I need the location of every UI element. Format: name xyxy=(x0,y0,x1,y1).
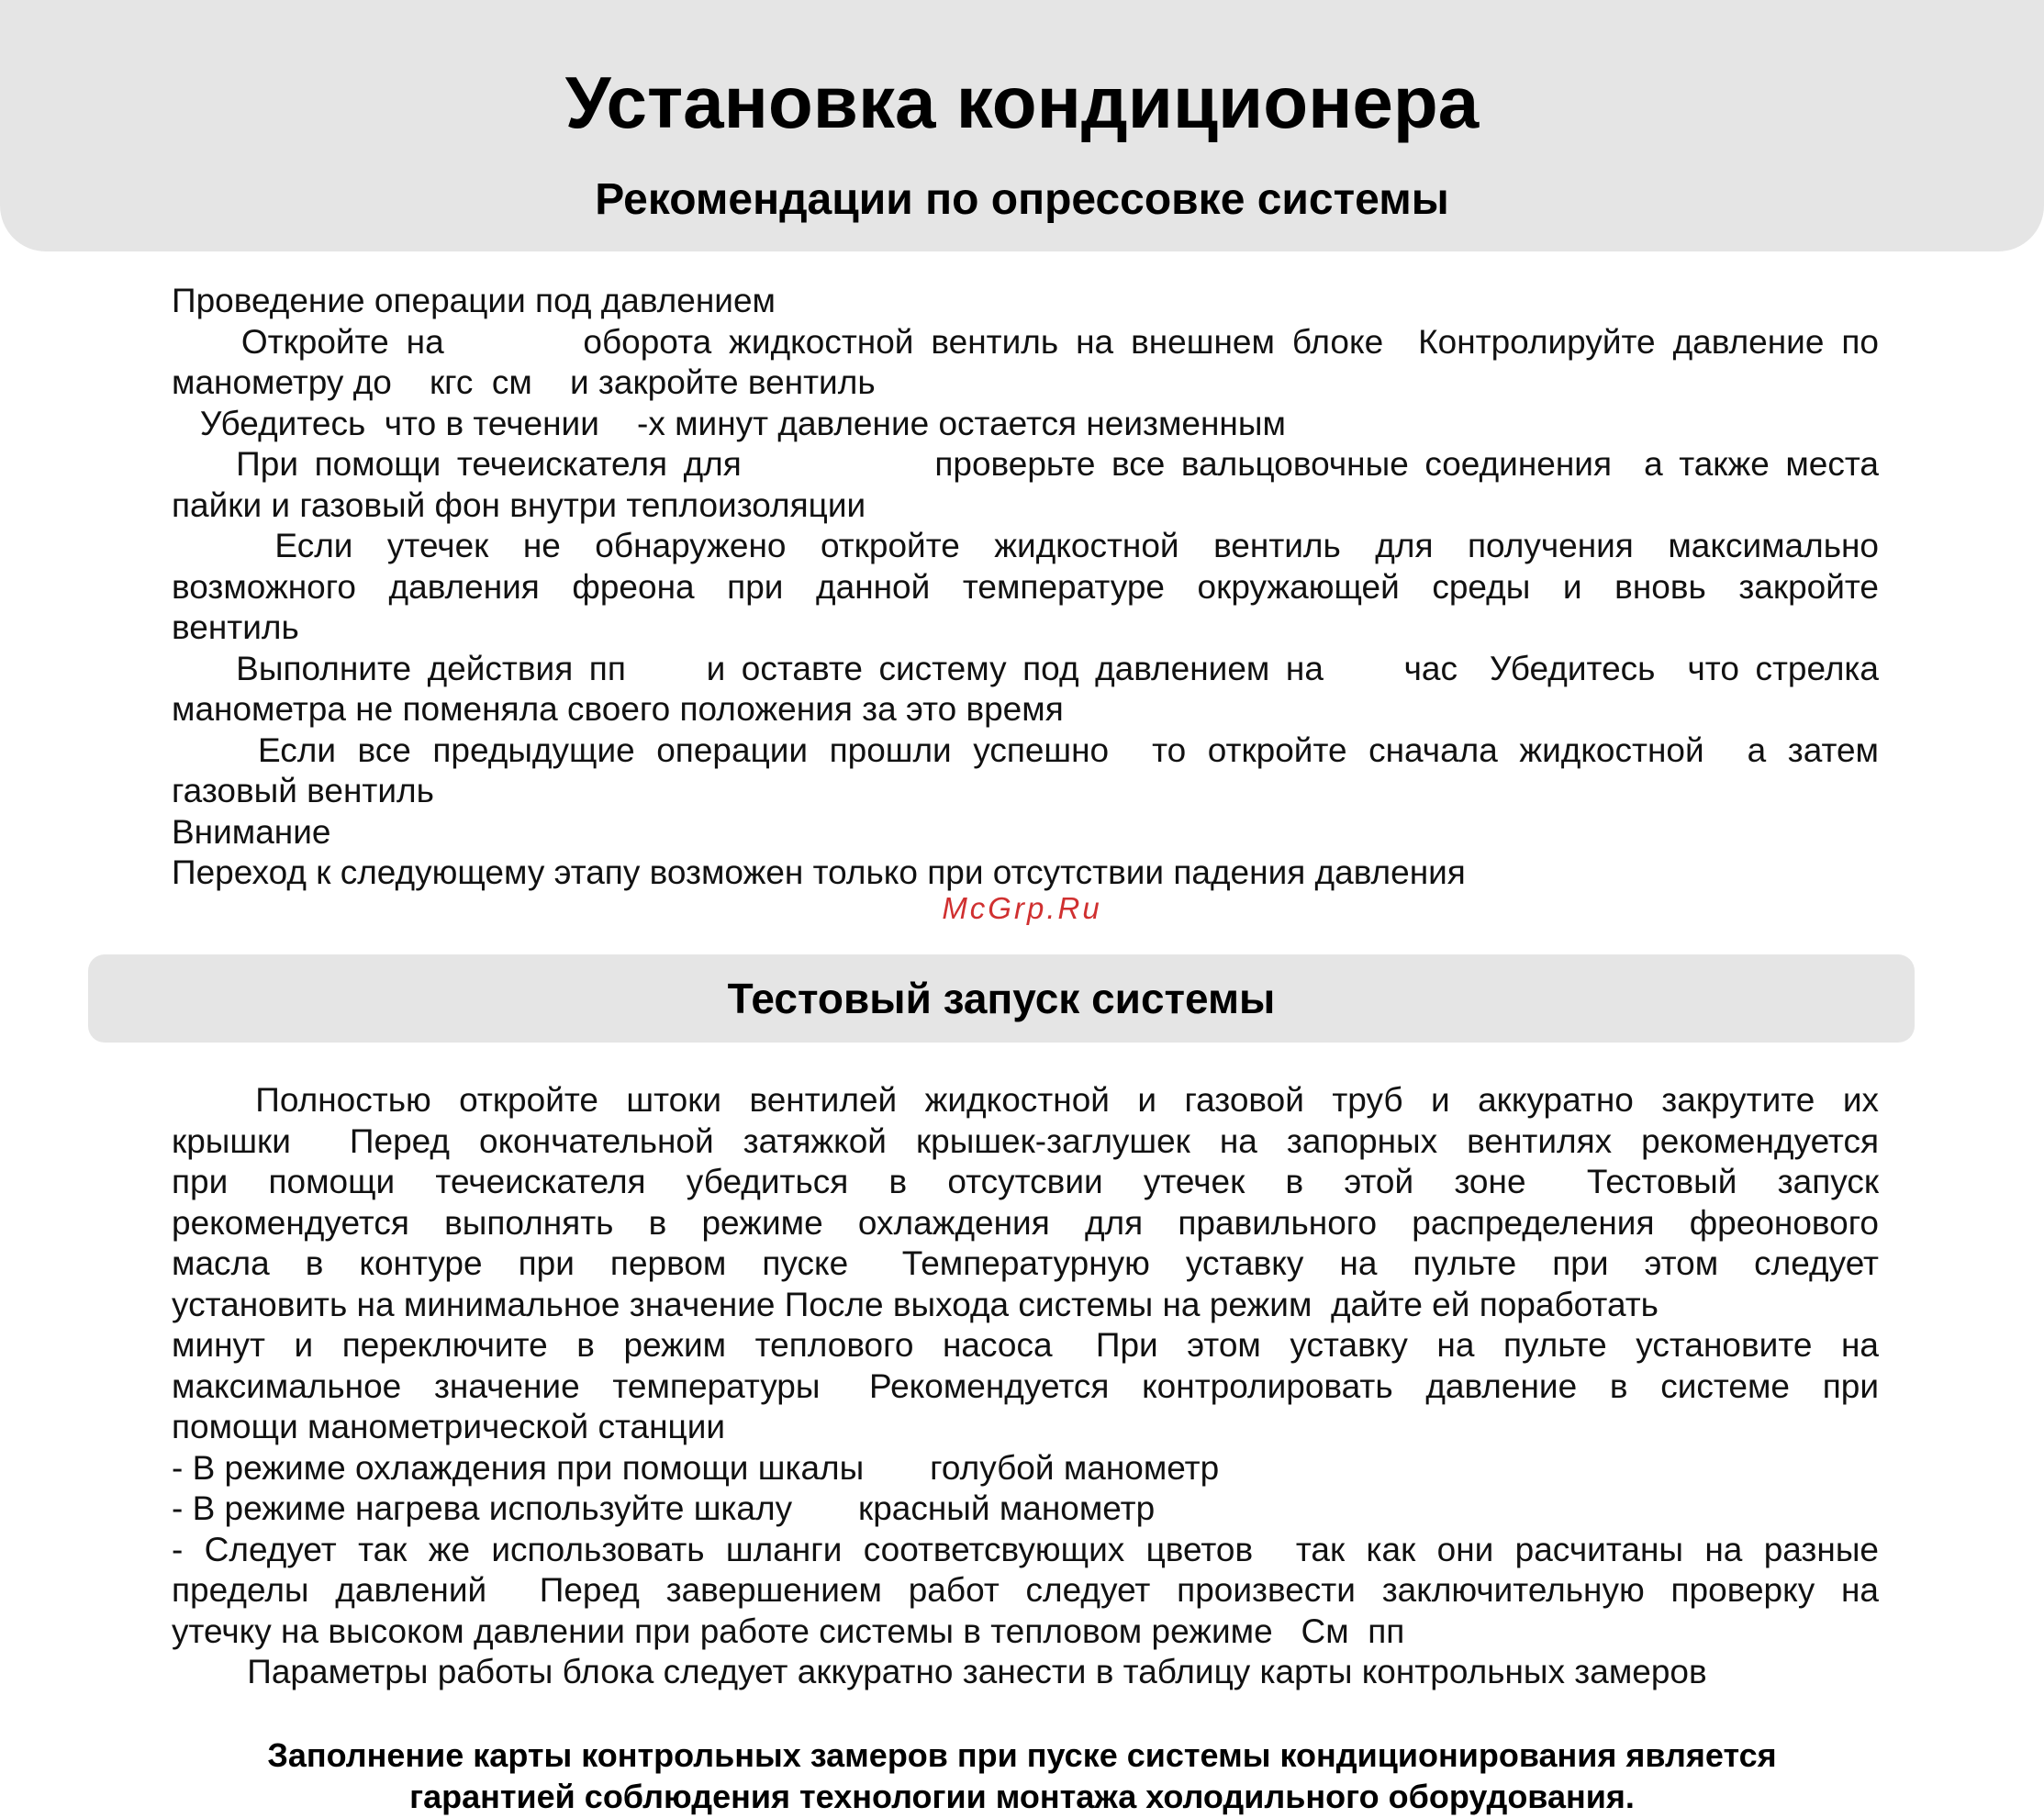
section2-line: установить на минимальное значение После выхода системы на режим дайте ей поработать xyxy=(172,1285,1659,1323)
section1-line: Откройте на оборота жидкостной вентиль на внешнем блоке Контролируйте давление по xyxy=(172,322,1879,361)
section2-line: при помощи течеискателя убедиться в отсутсвии утечек в этой зоне Тестовый запуск xyxy=(172,1163,1879,1200)
section2-line: рекомендуется выполнять в режиме охлаждения для правильного распределения фреонового xyxy=(172,1203,1879,1242)
attention-label: Внимание xyxy=(172,812,331,851)
footer-note xyxy=(0,1734,2044,1817)
section1-line: Переход к следующему этапу возможен только при отсутствии падения давления xyxy=(172,853,1466,891)
section2-line: утечку на высоком давлении при работе системы в тепловом режиме См пп xyxy=(172,1612,1405,1650)
section1-line: Убедитесь что в течении -х минут давление остается неизменным xyxy=(172,404,1286,442)
section2-line: крышки Перед окончательной затяжкой крышек-заглушек на запорных вентилях рекомендуется xyxy=(172,1121,1879,1160)
section2-line: - Следует так же использовать шланги соответсвующих цветов так как они расчитаны на разные xyxy=(172,1530,1879,1568)
section2-line: максимальное значение температуры Рекомендуется контролировать давление в системе при xyxy=(172,1366,1879,1405)
page-subtitle: Рекомендации по опрессовке системы xyxy=(595,175,1449,224)
section2-line: помощи манометрической станции xyxy=(172,1408,726,1445)
header-band xyxy=(0,0,2044,251)
section2-line: Параметры работы блока следует аккуратно занести в таблицу карты контрольных замеров xyxy=(172,1653,1707,1690)
footer-line: гарантией соблюдения технологии монтажа холодильного оборудования. xyxy=(409,1778,1635,1815)
section2-body xyxy=(172,1080,1879,1693)
section2-line: минут и переключите в режим теплового насоса При этом уставку на пульте установите на xyxy=(172,1326,1879,1364)
watermark: McGrp.Ru xyxy=(942,891,1102,925)
section2-title: Тестовый запуск системы xyxy=(727,975,1276,1022)
section1-line: манометра не поменяла своего положения за это время xyxy=(172,690,1064,728)
section1-line: манометру до кгс см и закройте вентиль xyxy=(172,363,876,401)
section2-line: пределы давлений Перед завершением работ следует произвести заключительную проверку на xyxy=(172,1571,1879,1609)
section1-line: Выполните действия пп и оставте систему под давлением на час Убедитесь что стрелка xyxy=(172,649,1879,687)
section2-line: Полностью откройте штоки вентилей жидкостной и газовой труб и аккуратно закрутите их xyxy=(172,1081,1879,1119)
section1-line: вентиль xyxy=(172,608,299,646)
section2-line: масла в контуре при первом пуске Температурную уставку на пульте при этом следует xyxy=(172,1244,1879,1282)
page-title: Установка кондиционера xyxy=(564,61,1480,143)
section1-line: возможного давления фреона при данной температуре окружающей среды и вновь закройте xyxy=(172,567,1879,606)
section1-line: газовый вентиль xyxy=(172,772,434,809)
section1-body xyxy=(172,281,1879,894)
section1-line: Если все предыдущие операции прошли успешно то откройте сначала жидкостной а затем xyxy=(172,731,1879,769)
section2-band xyxy=(88,954,1915,1043)
footer-line: Заполнение карты контрольных замеров при пуске системы кондиционирования является xyxy=(267,1736,1777,1774)
section1-line: Если утечек не обнаружено откройте жидкостной вентиль для получения максимально xyxy=(172,527,1879,564)
section1-line: Проведение операции под давлением xyxy=(172,282,776,319)
section2-line: - В режиме охлаждения при помощи шкалы голубой манометр xyxy=(172,1448,1220,1487)
section1-line: пайки и газовый фон внутри теплоизоляции xyxy=(172,485,866,524)
section2-line: - В режиме нагрева используйте шкалу красный манометр xyxy=(172,1489,1156,1527)
section1-line: При помощи течеискателя для проверьте все вальцовочные соединения а также места xyxy=(172,445,1879,483)
